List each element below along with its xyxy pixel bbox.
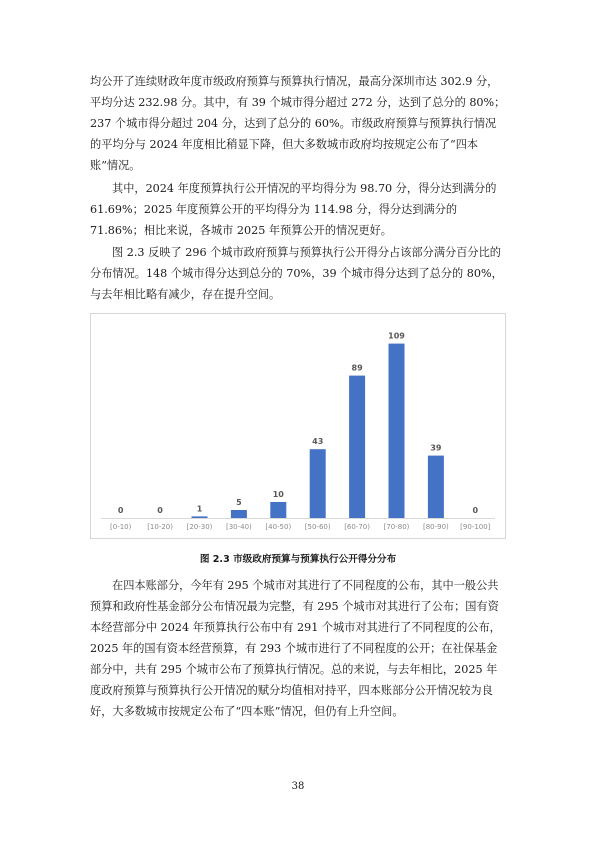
paragraph-4: 在四本账部分，今年有 295 个城市对其进行了不同程度的公布，其中一般公共预算和政府性基金部分公布情况最为完整，有 295 个城市对其进行了公布；国有资本经营部分中 2024 年预算执行公布中有 291 个城市对其进行了不同程度的公布，2025 年的国有资本经营预算，有 293 个城市进行了不同程度的公开；在社保基金部分中，共有 295 个城市公布了预算执行情况。总的来说，与去年相比，2025 年度政府预算与预算执行公开情况的赋分均值相对持平，四本账部分公开情况较为良好，大多数城市按规定公布了“四本账”情况，但仍有上升空间。 (90, 579, 501, 718)
bar-value-label-0: 0 (117, 506, 124, 515)
bar-7 (389, 344, 405, 518)
page-number: 38 (291, 781, 305, 792)
bar-3 (231, 510, 247, 518)
bar-value-label-5: 43 (312, 437, 324, 447)
x-tick-label-1: [10-20) (147, 523, 174, 531)
x-tick-label-2: [20-30) (186, 523, 213, 531)
bar-4 (270, 502, 286, 518)
x-tick-label-6: [60-70) (344, 523, 371, 531)
x-tick-label-8: [80-90) (422, 523, 449, 531)
x-tick-label-0: [0-10) (110, 523, 132, 531)
bar-2 (192, 516, 208, 518)
x-tick-label-5: [50-60) (304, 523, 331, 531)
bar-value-label-8: 39 (430, 443, 442, 453)
bar-value-label-1: 0 (157, 506, 163, 515)
bar-chart (90, 313, 506, 539)
paragraph-3: 图 2.3 反映了 296 个城市政府预算与预算执行公开得分占该部分满分百分比的分布情况。148 个城市得分达到总分的 70%，39 个城市得分达到了总分的 80%，与去年相比略有减少，存在提升空间。 (90, 246, 503, 301)
bar-value-label-9: 0 (472, 506, 479, 515)
chart-canvas (91, 314, 505, 538)
bar-value-label-4: 10 (272, 490, 284, 499)
figure-caption: 图 2.3 市级政府预算与预算执行公开得分分布 (199, 554, 397, 565)
bar-6 (349, 376, 365, 518)
x-tick-label-7: [70-80) (383, 523, 410, 531)
x-tick-label-3: [30-40) (225, 523, 252, 531)
bar-value-label-3: 5 (236, 498, 242, 507)
x-tick-label-4: [40-50) (265, 523, 292, 531)
paragraph-1: 均公开了连续财政年度市级政府预算与预算执行情况，最高分深圳市达 302.9 分，平均分达 232.98 分。其中，有 39 个城市得分超过 272 分，达到了总分的 80%；237 个城市得分超过 204 分，达到了总分的 60%。市级政府预算与预算执行情况的平均分与 2024 年度相比稍显下降，但大多数城市政府均按规定公布了“四本账”情况。 (90, 75, 506, 172)
bar-5 (310, 449, 326, 518)
paragraph-2: 其中，2024 年度预算执行公开情况的平均得分为 98.70 分，得分达到满分的 61.69%；2025 年度预算公开的平均得分为 114.98 分，得分达到满分的 71.86%；相比来说，各城市 2025 年预算公开的情况更好。 (90, 182, 497, 237)
bar-value-label-6: 89 (351, 363, 363, 373)
x-tick-label-9: [90-100] (460, 523, 491, 531)
bar-value-label-7: 109 (388, 331, 405, 341)
bar-8 (428, 456, 444, 518)
bar-value-label-2: 1 (196, 504, 203, 514)
